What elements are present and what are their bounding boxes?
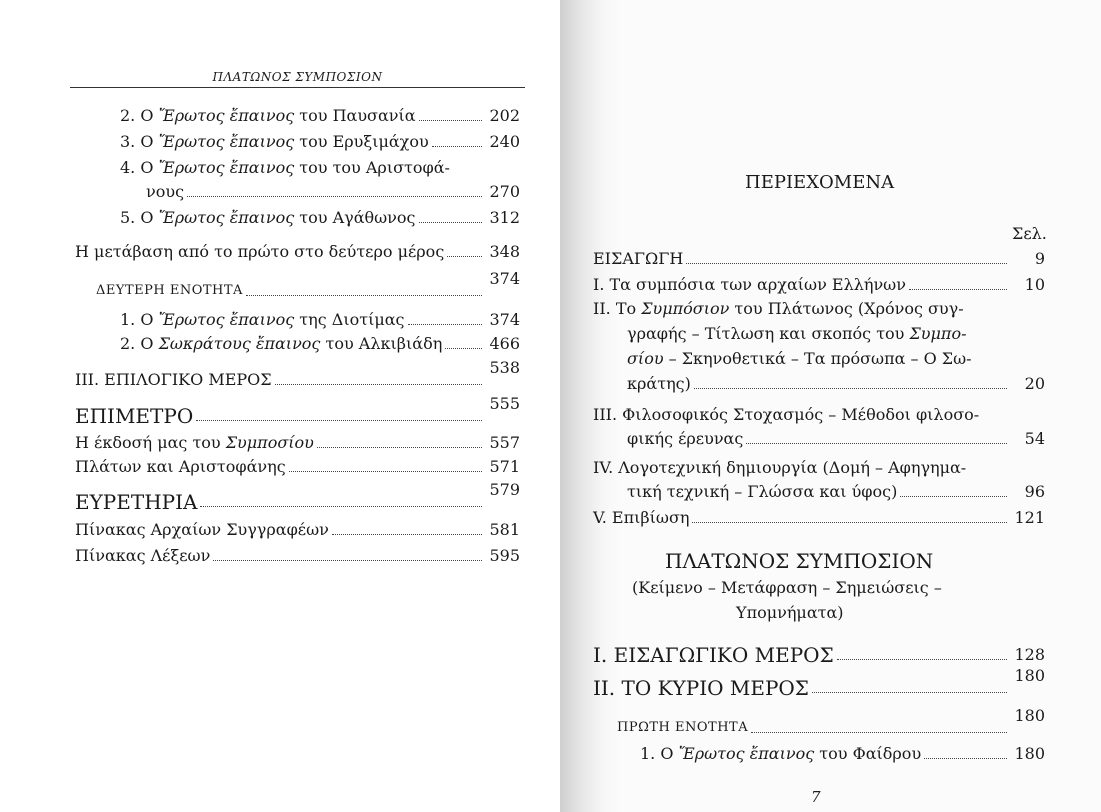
- toc-entry: 5. Ο Ἔρωτος ἔπαινος του Αγάθωνος 312: [120, 208, 520, 227]
- toc-entry: Πλάτων και Αριστοφάνης 571: [75, 457, 520, 476]
- toc-entry-line: σίου – Σκηνοθετικά – Τα πρόσωπα – Ο Σω-: [627, 349, 972, 368]
- toc-entry: Πίνακας Αρχαίων Συγγραφέων 581: [75, 520, 520, 539]
- toc-entry-line: 4. Ο Ἔρωτος ἔπαινος του του Αριστοφά-: [120, 158, 450, 177]
- toc-entry: κράτης) 20: [627, 374, 1045, 393]
- toc-entry: Η έκδοσή μας του Συμποσίου 557: [75, 433, 520, 452]
- section-subtitle: (Κείμενο – Μετάφραση – Σημειώσεις –: [632, 578, 942, 597]
- page-number: 7: [811, 788, 821, 806]
- page-column-label: Σελ.: [1012, 224, 1047, 243]
- toc-entry: Ι. Τα συμπόσια των αρχαίων Ελλήνων 10: [593, 275, 1045, 294]
- toc-entry-part: ΕΠΙΜΕΤΡΟ 555: [75, 394, 520, 428]
- toc-entry: 1. Ο Ἔρωτος ἔπαινος του Φαίδρου 180: [640, 744, 1045, 763]
- toc-entry-part: ΕΙΣΑΓΩΓΗ 9: [593, 249, 1045, 268]
- toc-entry: Η μετάβαση από το πρώτο στο δεύτερο μέρος 348: [75, 242, 520, 261]
- toc-entry-unit: ΔΕΥΤΕΡΗ ΕΝΟΤΗΤΑ 374: [96, 269, 520, 298]
- toc-entry: 3. Ο Ἔρωτος ἔπαινος του Ερυξιμάχου 240: [120, 132, 520, 151]
- contents-title: ΠΕΡΙΕΧΟΜΕΝΑ: [745, 172, 895, 193]
- toc-entry-unit: ΠΡΩΤΗ ΕΝΟΤΗΤΑ 180: [617, 706, 1045, 735]
- toc-entry: 1. Ο Ἔρωτος ἔπαινος της Διοτίμας 374: [120, 310, 520, 329]
- section-subtitle: Υπομνήματα): [736, 603, 844, 622]
- section-title: ΠΛΑΤΩΝΟΣ ΣΥΜΠΟΣΙΟΝ: [665, 549, 934, 573]
- toc-entry-line: IV. Λογοτεχνική δημιουργία (Δομή – Αφηγημα-: [593, 458, 967, 477]
- toc-entry: φικής έρευνας 54: [627, 429, 1045, 448]
- toc-entry-part: ΙΙ. ΤΟ ΚΥΡΙΟ ΜΕΡΟΣ 180: [593, 666, 1045, 700]
- toc-entry: V. Επιβίωση 121: [593, 508, 1045, 527]
- toc-entry: νους 270: [146, 182, 520, 201]
- toc-entry-line: γραφής – Τίτλωση και σκοπός του Συμπο-: [627, 324, 967, 343]
- toc-entry-part: ΙΙΙ. ΕΠΙΛΟΓΙΚΟ ΜΕΡΟΣ 538: [75, 358, 520, 389]
- toc-entry-line: ΙΙΙ. Φιλοσοφικός Στοχασμός – Μέθοδοι φιλοσο-: [593, 405, 980, 424]
- toc-entry: Πίνακας Λέξεων 595: [75, 546, 520, 565]
- toc-entry-part: ΕΥΡΕΤΗΡΙΑ 579: [75, 480, 520, 514]
- toc-entry-line: ΙΙ. Το Συμπόσιον του Πλάτωνος (Χρόνος συγ-: [593, 299, 964, 318]
- toc-entry: τική τεχνική – Γλώσσα και ύφος) 96: [627, 482, 1045, 501]
- running-head: ΠΛΑΤΩΝΟΣ ΣΥΜΠΟΣΙΟΝ: [70, 70, 525, 88]
- toc-entry-part: Ι. ΕΙΣΑΓΩΓΙΚΟ ΜΕΡΟΣ 128: [593, 643, 1045, 667]
- toc-entry: 2. Ο Σωκράτους ἔπαινος του Αλκιβιάδη 466: [120, 334, 520, 353]
- toc-entry: 2. Ο Ἔρωτος ἔπαινος του Παυσανία 202: [120, 106, 520, 125]
